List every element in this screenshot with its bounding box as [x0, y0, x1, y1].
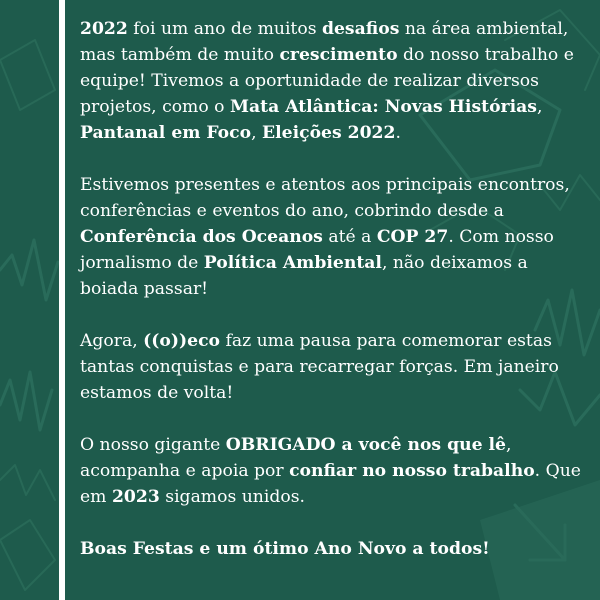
paragraph-1 — [80, 16, 585, 146]
text-run: na área ambiental, mas também de muito — [80, 19, 569, 65]
text-run: foi um ano de muitos — [127, 19, 322, 39]
pattern-zigzag — [0, 465, 55, 500]
pattern-zigzag — [0, 372, 52, 430]
text-run: . — [395, 123, 401, 143]
bold-text-run: ((o))eco — [143, 331, 221, 351]
bold-text-run: Mata Atlântica: Novas Histórias — [229, 97, 537, 117]
text-run: faz uma pausa para comemorar estas tantas conquistas e para recarregar forças. Em janeiro estamos de volta! — [80, 331, 559, 403]
accent-line — [59, 0, 65, 600]
bold-text-run: Política Ambiental — [203, 253, 382, 273]
bold-text-run: OBRIGADO a você nos que lê — [225, 435, 506, 455]
text-run: , — [536, 97, 543, 117]
text-run: Estivemos presentes e atentos aos principais encontros, conferências e eventos do ano, cobrindo desde a — [80, 175, 570, 221]
pattern-zigzag — [0, 240, 58, 300]
bold-text-run: crescimento — [279, 45, 398, 65]
bold-text-run: Eleições 2022 — [262, 123, 396, 143]
text-run: até a — [322, 227, 377, 247]
text-run: . Que em — [80, 461, 581, 507]
pattern-polygon — [0, 40, 55, 110]
paragraph-2 — [80, 172, 585, 302]
text-run: O nosso gigante — [80, 435, 226, 455]
text-run: Agora, — [80, 331, 144, 351]
text-run: . Com nosso jornalismo de — [80, 227, 554, 273]
text-run: do nosso trabalho e equipe! Tivemos a oportunidade de realizar diversos projetos, como o — [80, 45, 574, 117]
bold-text-run: Pantanal em Foco — [80, 123, 252, 143]
pattern-polygon — [0, 520, 55, 590]
paragraph-5 — [80, 536, 585, 562]
message-text — [80, 16, 585, 588]
bold-text-run: Boas Festas e um ótimo Ano Novo a todos! — [80, 539, 490, 559]
text-run: sigamos unidos. — [159, 487, 306, 507]
bold-text-run: 2023 — [111, 487, 160, 507]
paragraph-4 — [80, 432, 585, 510]
text-run: , não deixamos a boiada passar! — [80, 253, 528, 299]
text-run: , acompanha e apoia por — [80, 435, 512, 481]
bold-text-run: desafios — [321, 19, 400, 39]
bold-text-run: COP 27 — [376, 227, 449, 247]
bold-text-run: Conferência dos Oceanos — [80, 227, 323, 247]
bold-text-run: 2022 — [80, 19, 128, 39]
bold-text-run: confiar no nosso trabalho — [289, 461, 535, 481]
paragraph-3 — [80, 328, 585, 406]
text-run: , — [251, 123, 263, 143]
